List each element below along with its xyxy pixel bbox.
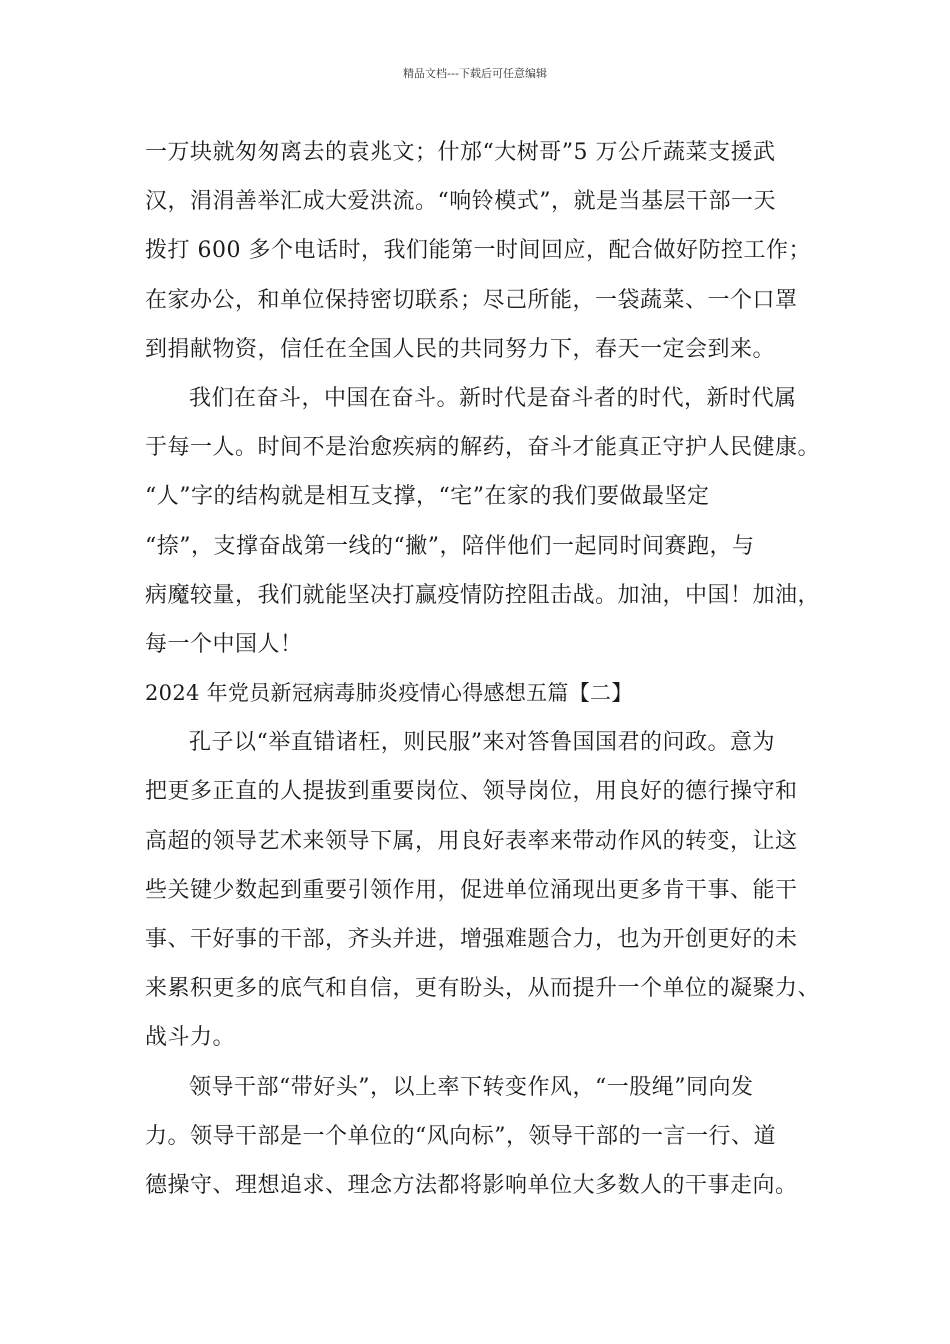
text-line: 于每一人。时间不是治愈疾病的解药，奋斗才能真正守护人民健康。 [145,435,821,461]
text-line: 一万块就匆匆离去的袁兆文；什邡“大树哥”5 万公斤蔬菜支援武 [145,140,776,165]
page-header: 精品文档---下载后可任意编辑 [403,67,547,80]
text-line: “捺”，支撑奋战第一线的“撇”，陪伴他们一起同时间赛跑，与 [145,533,755,559]
paragraph-start-line: 孔子以“举直错诸枉，则民服”来对答鲁国国君的问政。意为 [189,730,775,756]
paragraph-start-line: 领导干部“带好头”，以上率下转变作风，“一股绳”同向发 [189,1074,754,1100]
text-line: 到捐献物资，信任在全国人民的共同努力下，春天一定会到来。 [145,336,776,362]
text-line: 在家办公，和单位保持密切联系；尽己所能，一袋蔬菜、一个口罩 [145,287,798,313]
text-line: “人”字的结构就是相互支撑，“宅”在家的我们要做最坚定 [145,484,710,510]
text-line: 德操守、理想追求、理念方法都将影响单位大多数人的干事走向。 [145,1172,798,1198]
text-line: 战斗力。 [145,1025,236,1051]
document-body [145,128,835,1210]
text-line: 每一个中国人！ [145,631,303,657]
text-line: 高超的领导艺术来领导下属，用良好表率来带动作风的转变，让这 [145,828,798,854]
text-line: 些关键少数起到重要引领作用，促进单位涌现出更多肯干事、能干 [145,877,798,903]
text-line: 病魔较量，我们就能坚决打赢疫情防控阻击战。加油，中国！加油， [145,582,821,608]
paragraph-start-line: 我们在奋斗，中国在奋斗。新时代是奋斗者的时代，新时代属 [189,385,797,411]
text-line: 把更多正直的人提拔到重要岗位、领导岗位，用良好的德行操守和 [145,779,798,805]
text-line: 事、干好事的干部，齐头并进，增强难题合力，也为开创更好的未 [145,927,798,952]
text-line: 拨打 600 多个电话时，我们能第一时间回应，配合做好防控工作； [145,238,811,264]
section-heading: 2024 年党员新冠病毒肺炎疫情心得感想五篇【二】 [145,681,633,706]
text-line: 来累积更多的底气和自信，更有盼头，从而提升一个单位的凝聚力、 [145,976,821,1002]
text-line: 力。领导干部是一个单位的“风向标”，领导干部的一言一行、道 [145,1123,776,1149]
text-line: 汉，涓涓善举汇成大爱洪流。“响铃模式”，就是当基层干部一天 [145,189,776,215]
